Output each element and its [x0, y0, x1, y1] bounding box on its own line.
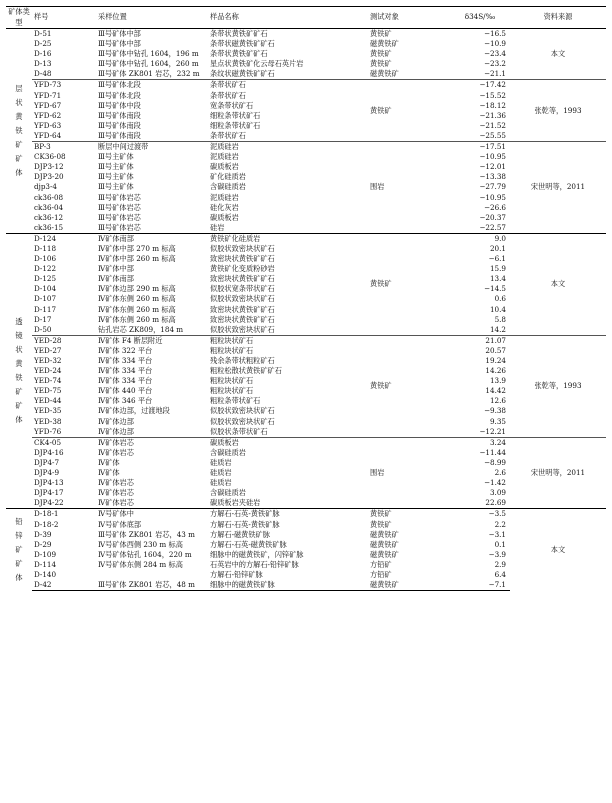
test-object: 围岩 [368, 437, 450, 509]
delta-s-value: −12.01 [479, 162, 506, 172]
sample-name: 方解石-铅锌矿脉 [210, 569, 263, 579]
sample-location: Ⅳ矿体南部 [98, 274, 134, 284]
sample-location: Ⅳ矿体岩芯 [98, 478, 134, 488]
sample-location: Ⅳ矿体边部 [98, 426, 134, 436]
sample-name: 粗粒块状矿石 [210, 386, 254, 396]
sample-location: Ⅲ号矿体中部 [98, 29, 141, 38]
ore-type-label [6, 233, 32, 509]
sample-name: 硅质岩 [210, 478, 232, 488]
test-object: 围岩 [368, 142, 450, 234]
sample-location: Ⅳ矿体 334 平台 [98, 376, 153, 386]
sample-location: Ⅲ号矿体岩芯 [98, 202, 141, 212]
sample-name: 含碳硅质岩 [210, 488, 246, 498]
delta-s-value: 0.6 [494, 294, 506, 304]
sample-id: D-17 [34, 314, 52, 324]
delta-s-value: −14.5 [483, 284, 506, 294]
sample-id: YED-28 [32, 335, 96, 346]
delta-s-value: −25.55 [479, 130, 506, 140]
sample-name: 硅化灰岩 [210, 202, 239, 212]
delta-s-value: 0.1 [494, 539, 506, 549]
delta-s-value: 2.2 [494, 519, 506, 529]
delta-s-value: −21.36 [479, 110, 506, 120]
sample-name: 泥质硅岩 [208, 142, 368, 153]
ore-type-text: 铅 锌 矿 矿 体 [15, 517, 23, 583]
sample-location: Ⅲ号矿体 ZK801 岩芯，232 m [98, 69, 200, 79]
ore-type-text: 透 镜 状 黄 铁 矿 矿 体 [15, 317, 23, 425]
sample-id: YFD-63 [34, 120, 62, 130]
delta-s-value: 14.2 [489, 324, 506, 334]
sample-location: 钻孔岩芯 ZK809，184 m [98, 324, 184, 334]
sample-name: 碳质板岩 [210, 212, 239, 222]
sample-location: 断层中间过渡带 [96, 142, 208, 153]
data-source: 本文 [510, 233, 606, 335]
sample-name: 似胶状致密块状矿石 [210, 416, 275, 426]
header-location: 采样位置 [96, 7, 208, 29]
sample-id: D-107 [34, 294, 57, 304]
sample-location: Ⅲ号矿体岩芯 [98, 192, 141, 202]
sample-name: 似胶状致密块状矿石 [210, 324, 275, 334]
sample-id: YED-35 [34, 406, 62, 416]
sample-location: Ⅲ号矿体岩芯 [98, 222, 141, 232]
table-row [6, 437, 606, 448]
sample-name: 碳质板岩夹硅岩 [210, 498, 261, 508]
delta-s-value: 9.0 [450, 233, 510, 244]
delta-s-value: −12.21 [479, 426, 506, 436]
header-ore-type: 矿体类型 [6, 7, 32, 29]
sample-id: ck36-15 [34, 222, 64, 232]
sample-name: 硅质岩 [210, 468, 232, 478]
isotope-table-container [6, 6, 606, 591]
sample-name: 条带状矿石 [210, 130, 246, 140]
ore-type-label [6, 509, 32, 591]
header-sample-name: 样品名称 [208, 7, 368, 29]
sample-name: 细脉中的磁黄铁矿，闪锌矿脉 [210, 549, 304, 559]
sample-location: Ⅳ矿体 334 平台 [98, 366, 153, 376]
sample-name: 方解石-石英-黄铁矿脉 [210, 519, 280, 529]
delta-s-value: 19.24 [485, 356, 506, 365]
sample-location: Ⅳ矿体东侧 260 m 标高 [98, 294, 176, 304]
sample-id: D-50 [34, 324, 52, 334]
delta-s-value: −11.44 [479, 447, 506, 457]
sample-location: Ⅳ矿体 [98, 468, 120, 478]
sample-location: Ⅳ矿体 [98, 457, 120, 467]
test-object: 黄铁矿 [370, 29, 392, 38]
sample-location: Ⅳ矿体 322 平台 [98, 345, 153, 355]
test-object: 黄铁矿 [368, 233, 450, 335]
sample-id: YED-44 [34, 396, 62, 406]
test-object: 黄铁矿 [368, 80, 450, 142]
data-source: 本文 [510, 509, 606, 591]
delta-s-value: −22.57 [479, 222, 506, 232]
sample-name: 碳质板岩 [210, 162, 239, 172]
sample-id: DJP3-20 [34, 172, 64, 182]
delta-s-value: −21.52 [479, 120, 506, 130]
sample-location: Ⅳ矿体东侧 260 m 标高 [98, 304, 176, 314]
sample-location: Ⅳ矿体 334 平台 [98, 356, 153, 365]
sample-location: Ⅳ矿体岩芯 [96, 437, 208, 448]
sample-id: DJP4-13 [34, 478, 64, 488]
delta-s-value: −10.95 [479, 152, 506, 162]
sample-id: D-124 [32, 233, 96, 244]
sample-location: Ⅳ矿体中部 270 m 标高 [98, 243, 176, 253]
sample-location: Ⅳ矿体中部 260 m 标高 [98, 254, 176, 264]
header-test-object: 测试对象 [368, 7, 450, 29]
delta-s-value: −6.1 [488, 254, 506, 264]
delta-s-value: 15.9 [489, 264, 506, 274]
test-object: 黄铁矿 [370, 49, 392, 59]
delta-s-value: 2.6 [494, 468, 506, 478]
sample-location: Ⅲ号矿体中钻孔 1604，260 m [98, 59, 199, 69]
test-object: 磁黄铁矿 [370, 39, 399, 49]
sample-location: Ⅳ矿体边部，过渡地段 [98, 406, 170, 416]
ore-type-label [6, 29, 32, 234]
sample-name: 泥质硅岩 [210, 152, 239, 162]
sample-location: Ⅲ号矿体北段 [98, 90, 141, 100]
sample-id: YFD-71 [34, 90, 62, 100]
sample-name: 方解石-磁黄铁矿脉 [210, 529, 270, 539]
sample-id: D-13 [34, 59, 52, 69]
sample-location: Ⅳ号矿体西侧 230 m 标高 [98, 539, 183, 549]
sample-name: 似胶状条带状矿石 [210, 426, 268, 436]
sample-id: D-25 [34, 39, 52, 49]
table-row [6, 80, 606, 91]
delta-s-value: 3.24 [450, 437, 510, 448]
sample-id: D-29 [34, 539, 52, 549]
sample-id: D-18-1 [32, 509, 96, 520]
sample-name: 似胶状致密块状矿石 [210, 294, 275, 304]
sample-name: 粗粒块状矿石 [210, 345, 254, 355]
delta-s-value: 12.6 [489, 396, 506, 406]
table-row [6, 233, 606, 244]
sample-id: D-122 [34, 264, 57, 274]
test-object: 黄铁矿 [368, 335, 450, 437]
sample-name: 细脉中的磁黄铁矿脉 [208, 580, 368, 591]
delta-s-value: −23.2 [483, 59, 506, 69]
sample-id: YED-24 [34, 366, 62, 376]
sample-id: CK36-08 [34, 152, 66, 162]
data-source: 张乾等，1993 [510, 335, 606, 437]
test-object: 磁黄铁矿 [370, 529, 399, 539]
delta-s-value: −15.52 [479, 90, 506, 100]
sample-name: 矿化硅质岩 [210, 172, 246, 182]
sample-location: Ⅳ号矿体中 [96, 509, 208, 520]
sample-location: Ⅲ号矿体南段 [98, 110, 141, 120]
delta-s-value: −3.5 [450, 509, 510, 520]
delta-s-value: −23.4 [483, 49, 506, 59]
sample-location: Ⅳ矿体边部 290 m 标高 [98, 284, 176, 294]
table-row [6, 29, 606, 40]
delta-s-value: 20.1 [489, 243, 506, 253]
sample-name: 粗粒块状矿石 [210, 376, 254, 386]
delta-s-value: −9.38 [483, 406, 506, 416]
sample-name: 细粒条带状矿石 [210, 110, 261, 120]
sample-name: 条纹状磁黄铁矿矿石 [210, 69, 275, 79]
sample-location: Ⅲ号矿体岩芯 [98, 212, 141, 222]
sample-id: YFD-67 [34, 100, 62, 110]
test-object: 黄铁矿 [370, 59, 392, 69]
sample-name: 粗粒块状矿石 [208, 335, 368, 346]
test-object: 磁黄铁矿 [370, 69, 399, 79]
sample-location: Ⅲ号矿体 ZK801 岩芯，48 m [96, 580, 208, 591]
sample-name: 黄铁矿化硅质岩 [208, 233, 368, 244]
delta-s-value: −8.99 [483, 457, 506, 467]
delta-s-value: 14.42 [485, 386, 506, 396]
sample-location [96, 570, 208, 580]
sample-id: D-51 [34, 29, 52, 38]
sample-location: Ⅳ矿体 F4 断层附近 [96, 335, 208, 346]
delta-s-value: −10.95 [479, 192, 506, 202]
sample-location: Ⅲ号矿体中钻孔 1604，196 m [98, 49, 199, 59]
delta-s-value: −21.1 [483, 69, 506, 79]
delta-s-value: −13.38 [479, 172, 506, 182]
data-source: 张乾等，1993 [510, 80, 606, 142]
delta-s-value: 14.26 [485, 366, 506, 376]
delta-s-value: 2.9 [494, 559, 506, 569]
sample-id: YFD-62 [34, 110, 62, 120]
test-object: 方铅矿 [370, 569, 392, 579]
sample-name: 条带状矿石 [208, 80, 368, 91]
sample-id: D-118 [34, 243, 57, 253]
delta-s-value: −27.79 [479, 182, 506, 192]
sample-location: Ⅲ号矿体中部 [98, 39, 141, 49]
delta-s-value: −3.9 [488, 549, 506, 559]
sample-name: 条带状矿石 [210, 90, 246, 100]
sample-name: 致密块状黄铁矿矿石 [210, 314, 275, 324]
sample-id: DJP4-9 [34, 468, 60, 478]
delta-s-value: 22.69 [485, 498, 506, 508]
delta-s-value: −10.9 [483, 39, 506, 49]
sample-id: djp3-4 [34, 182, 58, 192]
sample-name: 致密块状黄铁矿矿石 [210, 254, 275, 264]
sample-id: YFD-64 [34, 130, 62, 140]
sample-location: Ⅲ号主矿体 [98, 162, 134, 172]
sample-name: 含碳硅质岩 [210, 447, 246, 457]
sample-id: YFD-76 [34, 426, 62, 436]
sample-id: CK4-05 [32, 437, 96, 448]
sample-location: Ⅲ号矿体 ZK801 岩芯，43 m [98, 529, 195, 539]
test-object: 黄铁矿 [370, 519, 392, 529]
sample-id: D-104 [34, 284, 57, 294]
delta-s-value: −3.1 [488, 529, 506, 539]
sample-location: Ⅳ矿体 346 平台 [98, 396, 153, 406]
sample-id: DJP4-17 [34, 488, 64, 498]
test-object: 磁黄铁矿 [370, 549, 399, 559]
sample-location: Ⅲ号矿体北段 [96, 80, 208, 91]
delta-s-value: −20.37 [479, 212, 506, 222]
delta-s-value: 13.9 [489, 376, 506, 386]
sample-name: 似胶状宽条带状矿石 [210, 284, 275, 294]
sample-name: 方解石-石英-磁黄铁矿脉 [210, 539, 287, 549]
sample-location: Ⅳ矿体 440 平台 [98, 386, 153, 396]
sample-location: Ⅳ矿体岩芯 [98, 447, 134, 457]
sample-location: Ⅳ矿体南部 [96, 233, 208, 244]
header-source: 资料来源 [510, 7, 606, 29]
table-row [6, 142, 606, 153]
test-object: 方铅矿 [370, 559, 392, 569]
ore-type-text: 层 状 黄 铁 矿 矿 体 [15, 83, 23, 177]
sample-name: 残余条带状粗粒矿石 [210, 356, 275, 365]
sample-name: 粗粒松散状黄铁矿矿石 [210, 366, 282, 376]
delta-s-value: −26.6 [483, 202, 506, 212]
sample-name: 石英岩中的方解石-铅锌矿脉 [210, 559, 299, 569]
sample-location: Ⅲ号主矿体 [98, 172, 134, 182]
header-sample: 样号 [32, 7, 96, 29]
sample-location: Ⅲ号主矿体 [98, 152, 134, 162]
table-row [6, 509, 606, 520]
sample-name: 致密块状黄铁矿矿石 [210, 304, 275, 314]
sample-id: YED-74 [34, 376, 62, 386]
sample-id: D-114 [34, 559, 57, 569]
sample-name: 硅岩 [210, 222, 225, 232]
sample-id: YED-38 [34, 416, 62, 426]
sample-id: D-39 [34, 529, 52, 539]
sample-id: D-18-2 [34, 519, 59, 529]
sample-name: 黄铁矿化变质粉砂岩 [210, 264, 275, 274]
sample-name: 似胶状致密块状矿石 [210, 406, 275, 416]
test-object: 黄铁矿 [368, 509, 450, 520]
test-object: 磁黄铁矿 [370, 539, 399, 549]
sample-name: 似胶状致密块状矿石 [210, 243, 275, 253]
delta-s-value: 10.4 [489, 304, 506, 314]
sulfur-isotope-table [6, 6, 606, 591]
sample-location: Ⅲ号主矿体 [98, 182, 134, 192]
sample-location: Ⅳ矿体中部 [98, 264, 134, 274]
sample-id: D-109 [34, 549, 57, 559]
sample-id: D-106 [34, 254, 57, 264]
sample-location: Ⅳ矿体东侧 260 m 标高 [98, 314, 176, 324]
sample-location: Ⅲ号矿体中段 [98, 100, 141, 110]
sample-location: Ⅳ矿体岩芯 [98, 488, 134, 498]
table-header-row [6, 7, 606, 29]
header-delta-s: δ34S/‰ [450, 7, 510, 29]
delta-s-value: 5.8 [494, 314, 506, 324]
delta-s-value: 3.09 [489, 488, 506, 498]
sample-id: D-48 [34, 69, 52, 79]
sample-id: ck36-08 [34, 192, 64, 202]
sample-id: DJP4-7 [34, 457, 60, 467]
sample-id: ck36-12 [34, 212, 64, 222]
sample-name: 方解石-石英-黄铁矿脉 [208, 509, 368, 520]
sample-id: YFD-73 [32, 80, 96, 91]
sample-id: D-16 [34, 49, 52, 59]
sample-id: DJP4-22 [34, 498, 64, 508]
sample-name: 条带状黄铁矿矿石 [210, 29, 268, 38]
sample-location: Ⅳ号矿体东侧 284 m 标高 [98, 559, 183, 569]
sample-id: D-125 [34, 274, 57, 284]
sample-location: Ⅳ号矿体底部 [98, 519, 142, 529]
delta-s-value: 13.4 [489, 274, 506, 284]
sample-name: 碳质板岩 [208, 437, 368, 448]
delta-s-value: −1.42 [483, 478, 506, 488]
data-source: 宋世明等，2011 [510, 437, 606, 509]
sample-location: Ⅳ矿体边部 [98, 416, 134, 426]
sample-location: Ⅲ号矿体南段 [98, 130, 141, 140]
delta-s-value: 6.4 [494, 569, 506, 579]
sample-id: YED-27 [34, 345, 62, 355]
sample-location: Ⅳ号矿体钻孔 1604，220 m [98, 549, 192, 559]
sample-name: 宽条带状矿石 [210, 100, 254, 110]
delta-s-value: −17.42 [450, 80, 510, 91]
table-body [6, 29, 606, 591]
sample-name: 泥质硅岩 [210, 192, 239, 202]
sample-name: 条带状黄铁矿矿石 [210, 49, 268, 59]
delta-s-value: −16.5 [483, 29, 506, 38]
test-object: 磁黄铁矿 [368, 580, 450, 591]
sample-location: Ⅳ矿体岩芯 [98, 498, 134, 508]
sample-id: D-117 [34, 304, 57, 314]
sample-name: 含碳硅质岩 [210, 182, 246, 192]
sample-id: YED-32 [34, 356, 62, 365]
delta-s-value: −7.1 [450, 580, 510, 591]
data-source: 宋世明等，2011 [510, 142, 606, 234]
data-source: 本文 [550, 49, 566, 59]
delta-s-value: −17.51 [450, 142, 510, 153]
sample-id: DJP3-12 [34, 162, 64, 172]
delta-s-value: −18.12 [479, 100, 506, 110]
sample-id: D-42 [32, 580, 96, 591]
sample-id: D-140 [34, 569, 57, 579]
delta-s-value: 21.07 [450, 335, 510, 346]
sample-location: Ⅲ号矿体南段 [98, 120, 141, 130]
sample-id: ck36-04 [34, 202, 64, 212]
sample-name: 致密块状黄铁矿矿石 [210, 274, 275, 284]
sample-name: 细粒条带状矿石 [210, 120, 261, 130]
sample-name: 粗粒条带状矿石 [210, 396, 261, 406]
table-row [6, 335, 606, 346]
sample-id: DJP4-16 [34, 447, 64, 457]
sample-id: BP-3 [32, 142, 96, 153]
delta-s-value: 9.35 [489, 416, 506, 426]
sample-name: 条带状磁黄铁矿矿石 [210, 39, 275, 49]
delta-s-value: 20.57 [485, 345, 506, 355]
sample-id: YED-75 [34, 386, 62, 396]
sample-name: 星点状黄铁矿化云母石英片岩 [210, 59, 304, 69]
sample-name: 硅质岩 [210, 457, 232, 467]
